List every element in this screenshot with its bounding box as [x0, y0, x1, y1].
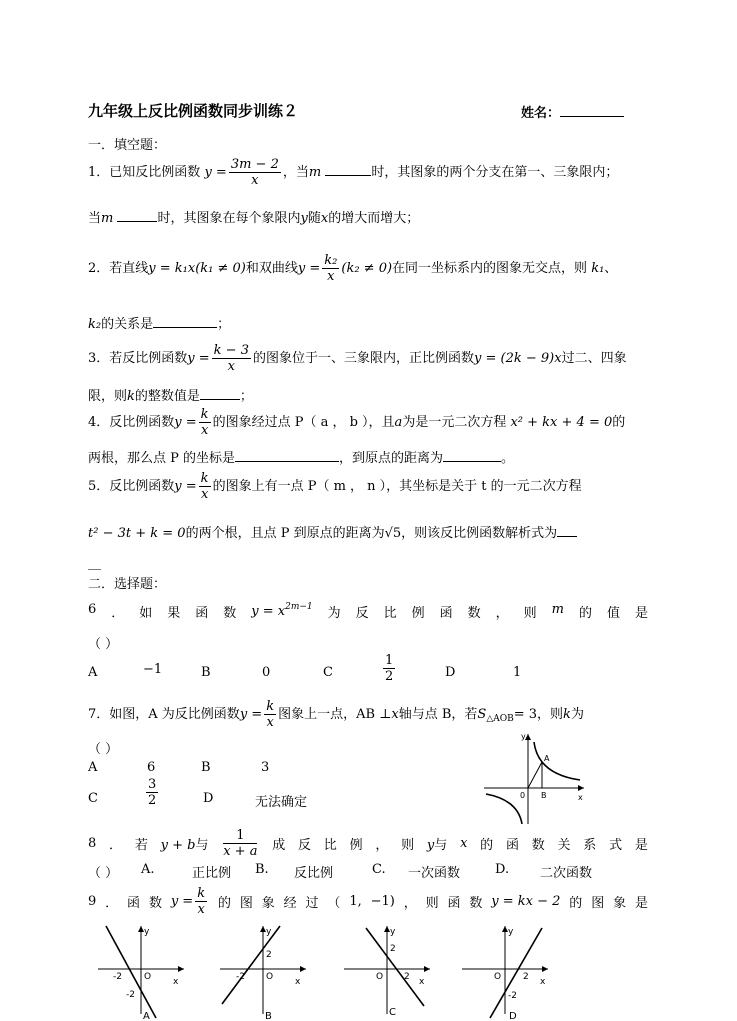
svg-text:y: y: [144, 927, 150, 937]
svg-text:O: O: [144, 972, 152, 982]
q8-option-b-text: 反比例: [294, 866, 334, 881]
q1-number: 1．: [88, 165, 110, 180]
question-6: 6 ． 如 果 函 数 $y = x^{2m-1}$ 为 反 比 例 函 数 ， 则 m 的 值 是: [88, 602, 648, 621]
q7-option-d-value: 无法确定: [255, 795, 308, 810]
q8-option-b[interactable]: B.: [255, 862, 269, 877]
q7-fig-y: y: [521, 732, 526, 741]
q9-label-a: A: [143, 1011, 150, 1020]
svg-text:x: x: [173, 977, 179, 987]
q6-option-b-value: 0: [262, 665, 271, 680]
q7-option-d[interactable]: D: [203, 791, 214, 806]
q9-graph-a[interactable]: [96, 922, 191, 1020]
page-title: 九年级上反比例函数同步训练２: [88, 102, 299, 120]
svg-text:-2: -2: [236, 972, 245, 982]
q6-option-d[interactable]: D: [445, 665, 456, 680]
q2-eq1: y = k₁x(k₁ ≠ 0): [148, 261, 246, 276]
q9-graph-b[interactable]: [218, 922, 313, 1020]
q1-eq: y =: [204, 165, 227, 180]
question-3-line2: 限，则k的整数值是 ；: [88, 389, 253, 404]
question-2-line2: k₂的关系是 ；: [88, 317, 231, 332]
q8-option-a-text: 正比例: [192, 866, 232, 881]
q7-option-c[interactable]: C: [88, 791, 98, 806]
section-heading-fill: 一．填空题：: [88, 138, 167, 153]
q7-fig-x: x: [578, 793, 583, 802]
question-5: 5．反比例函数y = $\frac{k}{x}$ 的图象上有一点 P（ m ， n ），其坐标是关于 t 的一元二次方程: [88, 471, 582, 502]
name-blank[interactable]: [560, 104, 624, 117]
question-1: 1．已知反比例函数 y = $\frac{3m - 2}{x}$ ，当m 时，其图象的两个分支在第一、三象限内；: [88, 157, 619, 188]
svg-text:-2: -2: [113, 972, 122, 982]
svg-text:y: y: [390, 927, 396, 937]
svg-text:x: x: [419, 977, 425, 987]
q1-text: 已知反比例函数: [109, 165, 201, 180]
question-5-line2: t² − 3t + k = 0的两个根，且点 P 到原点的距离为√5，则该反比例函数解析式为: [88, 522, 577, 541]
q7-fraction: $\frac{k}{x}$: [266, 699, 275, 730]
q6-option-b[interactable]: B: [201, 665, 211, 680]
q7-option-a-value: 6: [147, 760, 156, 775]
q7-figure: [480, 728, 590, 828]
q1-blank-2[interactable]: [117, 209, 157, 222]
q1-fraction: $\frac{3m - 2}{x}$: [230, 157, 279, 188]
svg-text:2: 2: [390, 944, 396, 954]
q3-fraction: $\frac{k - 3}{x}$: [213, 343, 249, 374]
question-4-line2: 两根，那么点 P 的坐标是 ，到原点的距离为 。: [88, 451, 515, 466]
section-heading-choice: 二．选择题：: [88, 577, 167, 592]
q6-option-a-value: −1: [143, 662, 163, 677]
svg-text:O: O: [266, 972, 274, 982]
q8-option-d[interactable]: D.: [495, 862, 510, 877]
q7-fig-b: B: [541, 791, 547, 800]
svg-text:y: y: [508, 927, 514, 937]
question-1-line2: 当m 时，其图象在每个象限内y随x的增大而增大；: [88, 211, 420, 226]
question-7: 7．如图，A 为反比例函数y = $\frac{k}{x}$ 图象上一点，AB ⊥x轴与点 B，若$S_{\triangle AOB}= 3$，则k为: [88, 699, 584, 730]
q5-blank[interactable]: [557, 524, 577, 537]
q6-eq: $y = x^{2m-1}$: [251, 602, 313, 619]
q4-blank-2[interactable]: [443, 449, 501, 462]
svg-text:x: x: [540, 977, 546, 987]
name-label: 姓名：: [521, 106, 561, 121]
q9-label-c: C: [389, 1007, 396, 1018]
q7-option-a[interactable]: A: [88, 760, 98, 775]
q4-fraction: $\frac{k}{x}$: [200, 407, 209, 438]
q7-paren: （ ）: [88, 742, 119, 757]
svg-text:-2: -2: [126, 990, 135, 1000]
q1-blank-1[interactable]: [325, 163, 371, 176]
q6-option-c-value: $\frac{1}{2}$: [385, 653, 394, 684]
q6-option-c[interactable]: C: [323, 665, 333, 680]
name-field[interactable]: [521, 102, 624, 121]
q8-option-d-text: 二次函数: [540, 866, 593, 881]
svg-text:x: x: [295, 977, 301, 987]
q7-option-c-value: $\frac{3}{2}$: [148, 777, 157, 808]
question-3: 3．若反比例函数y = $\frac{k - 3}{x}$ 的图象位于一、三象限内，正比例函数y = (2k − 9)x过二、四象: [88, 343, 627, 374]
q9-graph-d[interactable]: [460, 922, 555, 1020]
q6-option-a[interactable]: A: [88, 665, 98, 680]
q7-option-b-value: 3: [261, 760, 270, 775]
q9-graph-c[interactable]: [342, 922, 437, 1020]
q8-paren: （ ）: [88, 866, 119, 881]
q7-fig-a: A: [544, 754, 550, 763]
q8-option-c-text: 一次函数: [408, 866, 461, 881]
question-8: 8 ． 若 y + b与 $\frac{1}{x + a}$ 成 反 比 例 ， 则 y与 x 的 函 数 关 系 式 是: [88, 828, 648, 859]
svg-text:2: 2: [404, 972, 410, 982]
q7-fig-o: 0: [520, 791, 526, 800]
q6-paren: （ ）: [88, 637, 119, 652]
question-5-line3: ＿: [88, 557, 102, 572]
q2-blank[interactable]: [153, 315, 217, 328]
q5-fraction: $\frac{k}{x}$: [200, 471, 209, 502]
q6-option-d-value: 1: [513, 665, 522, 680]
q7-option-b[interactable]: B: [201, 760, 211, 775]
q9-fraction: $\frac{k}{x}$: [197, 886, 206, 917]
svg-text:2: 2: [266, 950, 272, 960]
svg-text:2: 2: [523, 972, 529, 982]
q8-fraction: $\frac{1}{x + a}$: [223, 828, 258, 859]
svg-text:y: y: [266, 927, 272, 937]
question-9: 9 ． 函 数 y = $\frac{k}{x}$ 的 图 象 经 过 （ 1, −1) ， 则 函 数 y = kx − 2 的 图 象 是: [88, 886, 648, 917]
q8-option-a[interactable]: A.: [141, 862, 155, 877]
q9-label-d: D: [509, 1011, 517, 1020]
q2-fraction: $\frac{\text{k₂}}{x}$: [324, 253, 338, 284]
svg-text:-2: -2: [508, 991, 517, 1001]
question-2: 2．若直线y = k₁x(k₁ ≠ 0)和双曲线y = $\frac{\text{k₂}}{x}$ (k₂ ≠ 0)在同一坐标系内的图象无交点，则 k₁、: [88, 253, 618, 284]
question-4: 4．反比例函数y = $\frac{k}{x}$ 的图象经过点 P（ a ， b ），且a为是一元二次方程 x² + kx + 4 = 0的: [88, 407, 626, 438]
svg-text:O: O: [494, 972, 502, 982]
svg-text:O: O: [376, 972, 384, 982]
q9-label-b: B: [265, 1011, 272, 1020]
q4-blank-1[interactable]: [235, 449, 339, 462]
q8-option-c[interactable]: C.: [372, 862, 386, 877]
q3-blank[interactable]: [200, 387, 240, 400]
